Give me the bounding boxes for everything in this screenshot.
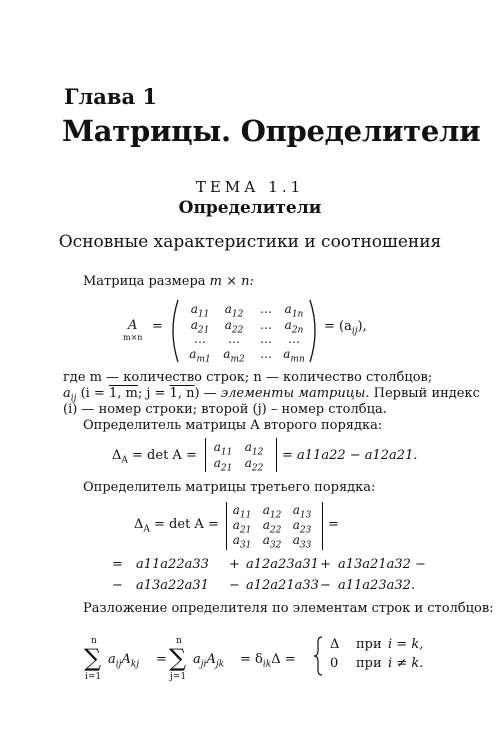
right-paren-icon — [308, 298, 322, 364]
sum2-upper: n — [176, 636, 182, 646]
chapter-label: Глава 1 — [64, 84, 158, 109]
definitions-line-1: где m — количество строк; n — количество столбцов; — [63, 370, 433, 385]
det3-rhs: = — [328, 517, 339, 532]
det2-rhs: = a11a22 − a12a21. — [282, 448, 418, 463]
matrix-dims: m × n: — [209, 274, 254, 289]
sum1-term: $a_{ij}A_{kj}$ — [108, 652, 140, 670]
sum2-term: $a_{ji}A_{jk}$ — [193, 652, 225, 670]
section-title: Основные характеристики и соотношения — [58, 232, 442, 252]
det2-right-bar — [276, 438, 277, 472]
sum1-sigma-icon: ∑ — [84, 644, 102, 672]
det3-lhs: $\Delta_A = \det A$ = — [134, 517, 219, 535]
matrix-shorthand: = $(a_{ij})$, — [324, 319, 367, 337]
topic-title: Определители — [178, 198, 322, 218]
matrix-size-text: Матрица размера m × n: — [83, 274, 254, 289]
det2-lhs: $\Delta_A = \det A$ = — [112, 448, 197, 466]
laplace-heading: Разложение определителя по элементам строк и столбцов: — [83, 601, 494, 616]
sum1-lower: i=1 — [85, 672, 102, 682]
left-paren-icon — [166, 298, 180, 364]
third-order-heading: Определитель матрицы третьего порядка: — [83, 480, 376, 495]
sum1-upper: n — [91, 636, 97, 646]
topic-label: ТЕМА 1.1 — [195, 178, 305, 196]
left-brace-icon — [314, 636, 324, 676]
definitions-line-2: $a_{ij}$ (i = 1, m; j = 1, n) — элементы матрицы. Первый индекс — [63, 386, 480, 404]
definitions-line-3: (i) — номер строки; второй (j) – номер столбца. — [63, 402, 387, 417]
sum2-sigma-icon: ∑ — [169, 644, 187, 672]
chapter-title: Матрицы. Определители — [62, 114, 481, 148]
second-order-heading: Определитель матрицы A второго порядка: — [83, 418, 383, 433]
det3-right-bar — [322, 502, 323, 550]
book-page: Глава 1 Матрицы. Определители ТЕМА 1.1 Определители Основные характеристики и соотношения Матрица размера m × n: A m×n = $a_{11}$ $a_{12}$ … $a_{1n}$ $a_{21}$ $a_{22}$ … $a_{2n}$ … … … … $a_{m1}$ $a_{m2}$ … $a_{mn}$ = $(a_{ij})$, где m — количество строк; n — количество столбцов; $a_{ij}$ (i = 1, m; j = 1, n) — элементы матрицы. Первый индекс (i) — номер строки; второй (j) – номер столбца. Определитель матрицы A второго порядка: $\Delta_A = \det A$ = $a_{11}$ $a_{12}$ $a_{21}$ $a_{22}$ = a11a22 − a12a21. Определитель матрицы третьего порядка: $\Delta_A = \det A$ = $a_{11}$ $a_{12}$ $a_{13}$ $a_{21}$ $a_{22}$ $a_{23}$ $a_{31}$ $a_{32}$ $a_{33}$ = = a11a22a33 + a12a23a31 + a13a21a32 − − a13a22a31 − a12a21a33 − a11a23a32. Разложение определителя по элементам строк и столбцов: n ∑ i=1 $a_{ij}A_{kj}$ = n ∑ j=1 $a_{ji}A_{jk}$ = $\delta_{ik}\Delta$ = Δ при i = k, 0 при i ≠ k. — [0, 0, 500, 749]
kronecker-term: = $\delta_{ik}\Delta$ = — [240, 652, 296, 670]
sum2-lower: j=1 — [170, 672, 187, 682]
